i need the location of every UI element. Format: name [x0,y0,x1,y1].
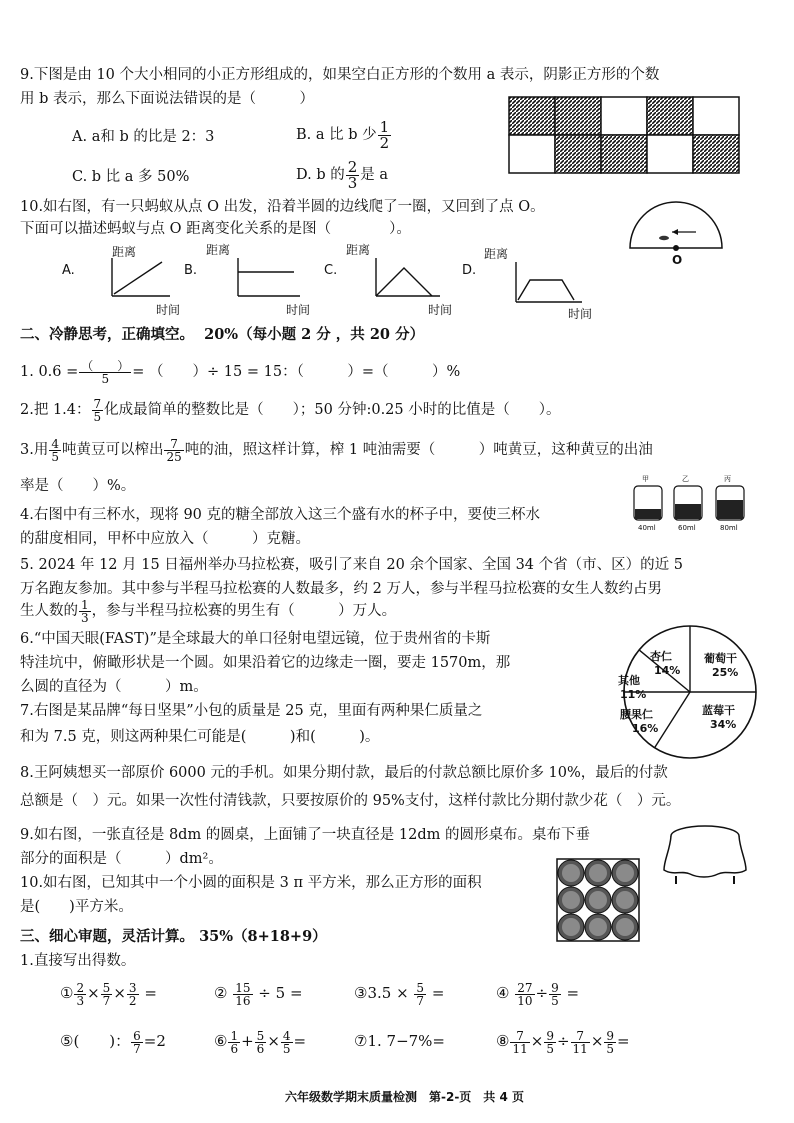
graph-options [58,240,618,320]
page-footer: 六年级数学期末质量检测 第-2-页 共 4 页 [285,1090,525,1104]
point-o-label: O [672,253,683,267]
fill-6-line3: 么圆的直径为（ ）m。 [20,679,208,695]
pie-label-cashew: 腰果仁 [620,708,653,721]
q9-option-c: C. b 比 a 多 50% [72,169,190,185]
fill-6-line2: 特洼坑中，俯瞰形状是一个圆。如果沿着它的边缘走一圈，要走 1570m，那 [20,655,511,671]
pie-value-blueberry: 34% [710,718,737,731]
cup-bing-volume: 80ml [720,524,738,532]
graph-a-ylabel: 距离 [112,245,137,259]
fill-1: 1. 0.6 = $\frac{( )}{5}$ = （ ）÷ 15 = 15：（ ）=（ ）% [20,358,461,386]
graph-d-xlabel: 时间 [568,307,593,321]
pie-value-raisin: 25% [712,666,739,679]
three-cups-figure [630,474,770,532]
small-circle-shading [589,918,607,936]
fill-9-line1: 9.如右图，一张直径是 8dm 的圆桌，上面铺了一块直径是 12dm 的圆形桌布。桌布下垂 [20,827,591,843]
section-3-heading: 三、细心审题，灵活计算。 35%（8+18+9） [20,928,327,945]
fill-10-line2: 是( )平方米。 [20,899,133,915]
fill-4-line2: 的甜度相同，甲杯中应放入（ ）克糖。 [20,531,310,547]
small-circle-shading [616,918,634,936]
nuts-pie-chart [610,622,770,762]
graph-b-ylabel: 距离 [206,243,231,257]
graph-c-label: C. [324,263,338,278]
semicircle-ant-figure [626,196,726,266]
calc-4: ④ $\frac{27}{10}$ ÷ $\frac{9}{5}$ = [496,980,580,1008]
q9-option-b: B. a 比 b 少 $\frac{1}{2}$ [296,117,390,152]
pie-value-other: 11% [620,688,647,701]
pie-label-almond: 杏仁 [650,650,672,663]
fill-7-line1: 7.右图是某品牌“每日坚果”小包的质量是 25 克，里面有两种果仁质量之 [20,703,483,719]
pie-label-blueberry: 蓝莓干 [702,704,735,717]
fill-5-line1: 5. 2024 年 12 月 15 日福州举办马拉松赛，吸引了来自 20 余个国家、全国 34 个省（市、区）的近 5 [20,557,683,573]
small-circle-shading [589,864,607,882]
graph-a-xlabel: 时间 [156,303,181,317]
graph-d-ylabel: 距离 [484,247,509,261]
q10-line2: 下面可以描述蚂蚁与点 O 距离变化关系的是图（ ）。 [20,221,411,237]
tablecloth-figure [660,820,750,890]
small-circle-shading [616,864,634,882]
pie-label-other: 其他 [618,674,640,687]
graph-b-xlabel: 时间 [286,303,311,317]
fill-9-line2: 部分的面积是（ ）dm²。 [20,851,223,867]
fill-6-line1: 6.“中国天眼(FAST)”是全球最大的单口径射电望远镜，位于贵州省的卡斯 [20,631,491,647]
pie-value-almond: 14% [654,664,681,677]
fill-5-line2: 万名跑友参加。其中参与半程马拉松赛的人数最多，约 2 万人，参与半程马拉松赛的女生人数约占男 [20,581,662,597]
calc-5: ⑤( )： $\frac{6}{7}$ =2 [60,1028,166,1056]
graph-b-label: B. [184,263,198,278]
fill-8-line2: 总额是（ ）元。如果一次性付清钱款，只要按原价的 95%支付，这样付款比分期付款少花（ ）元。 [20,793,681,809]
calc-2: ② $\frac{15}{16}$ ÷ 5 = [214,980,303,1008]
cup-jia-volume: 40ml [638,524,656,532]
cup-yi-volume: 60ml [678,524,696,532]
graph-a-label: A. [62,263,75,278]
calc-1: ① $\frac{2}{3}$ × $\frac{5}{7}$ × $\frac{3}{2}$ = [60,980,157,1008]
section-3-sub1: 1.直接写出得数。 [20,953,136,969]
q10-line1: 10.如右图，有一只蚂蚁从点 O 出发，沿着半圆的边线爬了一圈，又回到了点 O。 [20,199,545,215]
fill-2: 2.把 1.4： $\frac{7}{5}$ 化成最简单的整数比是（ ）；50 分钟:0.25 小时的比值是（ ）。 [20,396,561,424]
q9-line2: 用 b 表示，那么下面说法错误的是（ ） [20,91,314,107]
graph-c-ylabel: 距离 [346,243,371,257]
small-circle-shading [616,891,634,909]
calc-8: ⑧ $\frac{7}{11}$ × $\frac{9}{5}$ ÷ $\frac{7}{11}$ × $\frac{9}{5}$ = [496,1028,630,1056]
fill-3: 3.用 $\frac{4}{5}$ 吨黄豆可以榨出 $\frac{7}{25}$ 吨的油，照这样计算，榨 1 吨油需要（ ）吨黄豆，这种黄豆的出油 [20,436,653,464]
pie-value-cashew: 16% [632,722,659,735]
calc-7: ⑦1. 7−7%= [354,1032,446,1050]
cup-yi-label: 乙 [682,475,689,483]
fill-5-line3: 生人数的 $\frac{1}{3}$ ，参与半程马拉松赛的男生有（ ）万人。 [20,597,397,625]
q9-line1: 9.下图是由 10 个大小相同的小正方形组成的，如果空白正方形的个数用 a 表示，阴影正方形的个数 [20,67,660,83]
section-2-heading: 二、冷静思考，正确填空。 20%（每小题 2 分 ，共 20 分） [20,326,425,343]
calc-3: ③3.5 × $\frac{5}{7}$ = [354,980,445,1008]
fill-7-line2: 和为 7.5 克，则这两种果仁可能是( )和( )。 [20,729,380,745]
q9-option-d: D. b 的 $\frac{2}{3}$ 是 a [296,157,389,192]
square-circles-figure [556,858,642,942]
small-circle-shading [589,891,607,909]
graph-c-xlabel: 时间 [428,303,453,317]
square-grid-figure [508,96,740,176]
fill-8-line1: 8.王阿姨想买一部原价 6000 元的手机。如果分期付款，最后的付款总额比原价多 10%，最后的付款 [20,765,668,781]
small-circle-shading [562,864,580,882]
small-circle-shading [562,891,580,909]
pie-label-raisin: 葡萄干 [704,652,737,665]
fill-3-line2: 率是（ ）%。 [20,478,136,494]
calc-6: ⑥ $\frac{1}{6}$ + $\frac{5}{6}$ × $\frac{4}{5}$ = [214,1028,307,1056]
graph-d-label: D. [462,263,477,278]
q9-option-a: A. a和 b 的比是 2：3 [72,129,215,145]
small-circle-shading [562,918,580,936]
cup-bing-label: 丙 [724,475,731,483]
fill-10-line1: 10.如右图，已知其中一个小圆的面积是 3 π 平方米，那么正方形的面积 [20,875,482,891]
cup-jia-label: 甲 [642,475,649,483]
fill-4-line1: 4.右图中有三杯水，现将 90 克的糖全部放入这三个盛有水的杯子中，要使三杯水 [20,507,541,523]
